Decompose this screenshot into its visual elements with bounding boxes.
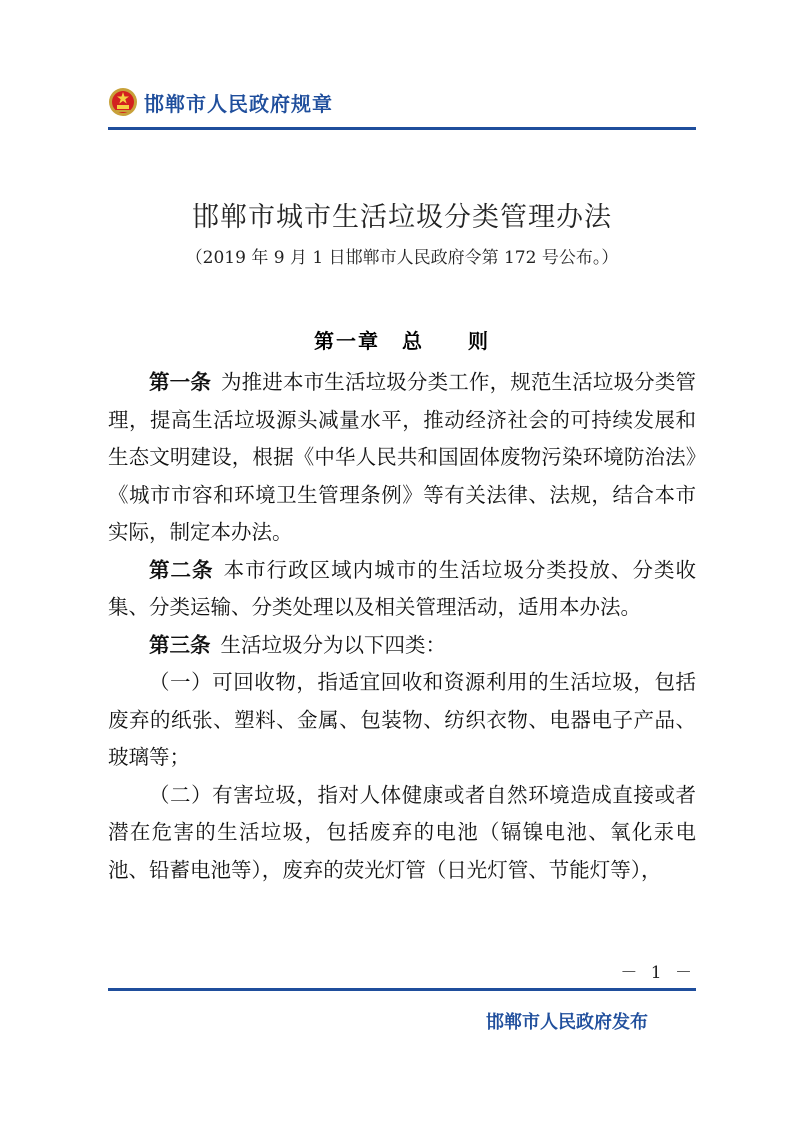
- article-text: 生活垃圾分为以下四类：: [220, 632, 446, 657]
- article-2: [108, 552, 696, 627]
- national-emblem-icon: [108, 87, 138, 117]
- document-title: 邯郸市城市生活垃圾分类管理办法: [192, 202, 612, 233]
- chapter-heading: 第一章 总 则: [314, 329, 490, 353]
- article-3: [108, 627, 696, 665]
- footer-publisher: 邯郸市人民政府发布: [486, 1012, 648, 1033]
- document-subtitle: （2019 年 9 月 1 日邯郸市人民政府令第 172 号公布。）: [185, 248, 619, 268]
- header-title: 邯郸市人民政府规章: [144, 91, 333, 116]
- article-text: 本市行政区域内城市的生活垃圾分类投放、分类收集、分类运输、分类处理以及相关管理活动，适用本办法。: [108, 557, 696, 619]
- article-label: 第一条: [149, 370, 211, 394]
- list-item: （二）有害垃圾，指对人体健康或者自然环境造成直接或者潜在危害的生活垃圾，包括废弃的电池（镉镍电池、氧化汞电池、铅蓄电池等），废弃的荧光灯管（日光灯管、节能灯等），: [108, 782, 696, 882]
- article-1: [108, 364, 696, 552]
- page-header: [108, 84, 696, 120]
- list-item: （一）可回收物，指适宜回收和资源利用的生活垃圾，包括废弃的纸张、塑料、金属、包装物、纺织衣物、电器电子产品、玻璃等；: [108, 670, 696, 769]
- footer-divider: [108, 988, 696, 991]
- header-divider: [108, 127, 696, 130]
- article-text: 为推进本市生活垃圾分类工作，规范生活垃圾分类管理，提高生活垃圾源头减量水平，推动经济社会的可持续发展和生态文明建设，根据《中华人民共和国固体废物污染环境防治法》《城市市容和环境卫生管理条例》等有关法律、法规，结合本市实际，制定本办法。: [108, 370, 697, 544]
- article-label: 第二条: [149, 557, 214, 582]
- article-label: 第三条: [149, 632, 211, 657]
- document-body: [108, 364, 696, 889]
- page-number: － 1 －: [620, 963, 696, 983]
